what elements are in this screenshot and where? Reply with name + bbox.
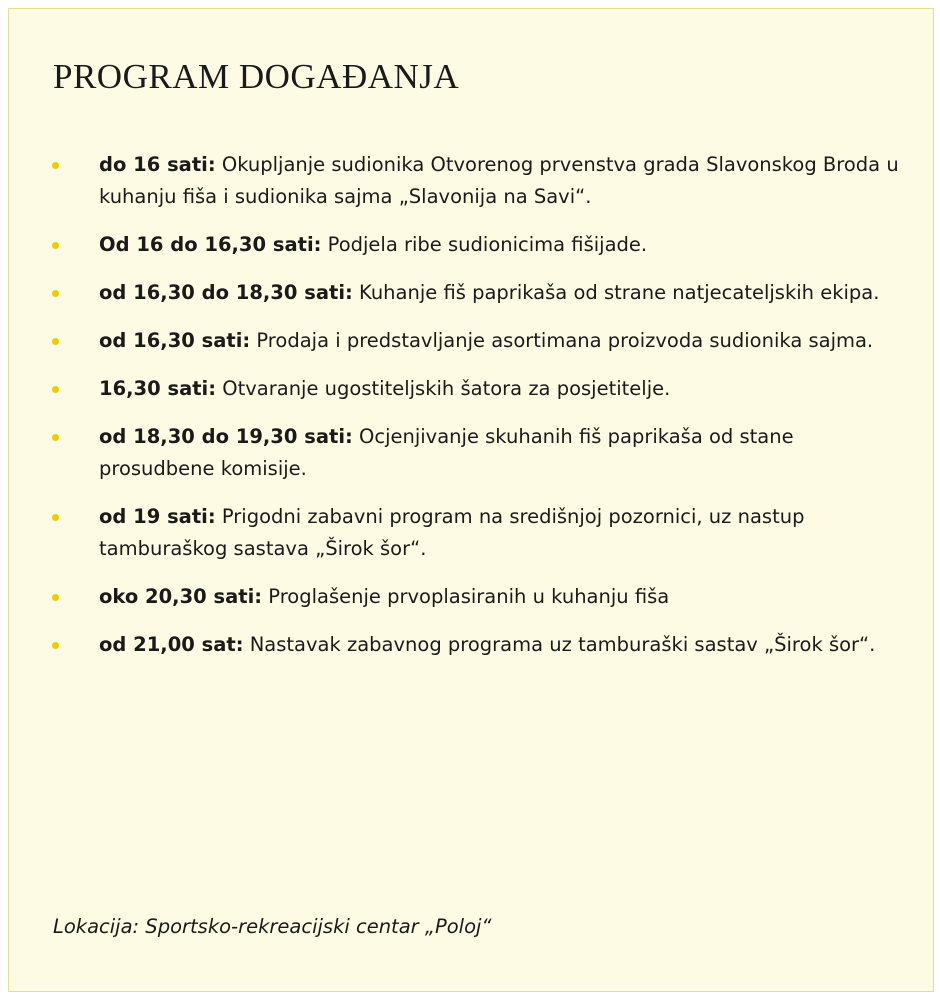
bullet-dot-icon xyxy=(52,242,59,249)
schedule-time: do 16 sati: xyxy=(99,153,216,176)
schedule-item xyxy=(9,229,933,261)
schedule-item xyxy=(9,501,933,565)
program-panel xyxy=(8,8,934,992)
bullet-dot-icon xyxy=(52,290,59,297)
schedule-description: Nastavak zabavnog programa uz tamburaški sastav „Širok šor“. xyxy=(249,633,876,656)
schedule-time: od 16,30 do 18,30 sati: xyxy=(99,281,353,304)
schedule-description: Okupljanje sudionika Otvorenog prvenstva grada Slavonskog Broda u kuhanju fiša i sudionika sajma „Slavonija na Savi“. xyxy=(99,153,899,208)
schedule-description: Proglašenje prvoplasiranih u kuhanju fiša xyxy=(268,585,670,608)
schedule-description: Prodaja i predstavljanje asortimana proizvoda sudionika sajma. xyxy=(256,329,874,352)
bullet-dot-icon xyxy=(52,162,59,169)
schedule-description: Ocjenjivanje skuhanih fiš paprikaša od stane prosudbene komisije. xyxy=(99,425,794,480)
schedule-item xyxy=(9,421,933,485)
schedule-time: od 21,00 sat: xyxy=(99,633,244,656)
schedule-time: oko 20,30 sati: xyxy=(99,585,263,608)
bullet-dot-icon xyxy=(52,514,59,521)
schedule-item xyxy=(9,277,933,309)
bullet-dot-icon xyxy=(52,386,59,393)
bullet-dot-icon xyxy=(52,594,59,601)
page-title: PROGRAM DOGAĐANJA xyxy=(53,57,460,96)
schedule-time: od 18,30 do 19,30 sati: xyxy=(99,425,353,448)
bullet-dot-icon xyxy=(52,338,59,345)
schedule-item xyxy=(9,629,933,661)
schedule-description: Kuhanje fiš paprikaša od strane natjecateljskih ekipa. xyxy=(359,281,880,304)
schedule-description: Podjela ribe sudionicima fišijade. xyxy=(327,233,648,256)
schedule-description: Prigodni zabavni program na središnjoj pozornici, uz nastup tamburaškog sastava „Širok šor“. xyxy=(99,505,805,560)
schedule-time: od 19 sati: xyxy=(99,505,216,528)
schedule-item xyxy=(9,149,933,213)
location-note: Lokacija: Sportsko-rekreacijski centar „Poloj“ xyxy=(53,915,492,938)
schedule-description: Otvaranje ugostiteljskih šatora za posjetitelje. xyxy=(222,377,671,400)
bullet-dot-icon xyxy=(52,434,59,441)
schedule-list xyxy=(9,149,933,677)
bullet-dot-icon xyxy=(52,642,59,649)
schedule-item xyxy=(9,325,933,357)
schedule-time: Od 16 do 16,30 sati: xyxy=(99,233,322,256)
schedule-time: 16,30 sati: xyxy=(99,377,217,400)
schedule-item xyxy=(9,373,933,405)
schedule-time: od 16,30 sati: xyxy=(99,329,251,352)
schedule-item xyxy=(9,581,933,613)
